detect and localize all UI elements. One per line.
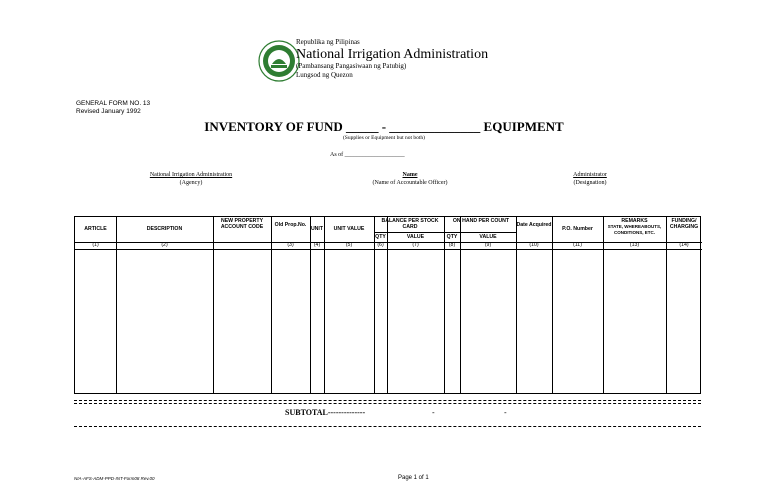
agency-caption: (Agency): [179, 180, 203, 186]
as-of-field[interactable]: As of ____________________: [330, 152, 405, 158]
page-number: Page 1 of 1: [398, 475, 429, 481]
col-balance-qty-header: QTY: [375, 234, 386, 240]
designation-caption: (Designation): [573, 180, 607, 186]
subtotal-label: SUBTOTAL--------------: [285, 408, 366, 417]
subtotal-value-2: -: [504, 408, 507, 417]
revised-date: Revised January 1992: [76, 108, 141, 115]
subtotal-top-divider: [74, 400, 701, 401]
col-number: (3): [287, 242, 294, 248]
agency-address: Lungsod ng Quezon: [296, 71, 353, 79]
col-number: (10): [529, 242, 539, 248]
col-number: (11): [573, 242, 582, 248]
col-onhand-value-header: VALUE: [479, 234, 497, 240]
col-balance-value-header: VALUE: [406, 234, 425, 240]
col-balance-stock-card-header: BALANCE PER STOCK CARD: [381, 218, 439, 230]
col-date-acquired-header: Date Acquired: [516, 222, 552, 228]
col-number: (5): [345, 242, 353, 248]
subtotal-top-divider-2: [74, 403, 701, 404]
form-code-footer: NIA-AFS-ADM-PPD-INT-Form08 Rev.00: [74, 476, 155, 481]
col-onhand-qty-header: QTY: [446, 234, 458, 240]
designation-signatory: [540, 171, 640, 187]
col-number: (1): [92, 242, 99, 248]
agency-signatory: [136, 171, 246, 187]
col-remarks-header: [603, 218, 666, 236]
col-on-hand-count-header: ON HAND PER COUNT: [452, 218, 510, 224]
designation-value[interactable]: Administrator: [573, 172, 607, 178]
agency-header: [296, 38, 488, 80]
remarks-sublabel: STATE, WHEREABOUTS, CONDITIONS, ETC.: [607, 224, 662, 235]
col-unit-header: UNIT: [310, 226, 324, 232]
col-article-header: ARTICLE: [84, 226, 107, 232]
col-description-header: DESCRIPTION: [146, 226, 183, 232]
col-number: (6): [377, 242, 384, 248]
officer-caption: (Name of Accountable Officer): [372, 180, 448, 186]
col-funding-header: FUNDING/ CHARGING: [669, 218, 699, 230]
col-new-property-code-header: NEW PROPERTY ACCOUNT CODE: [220, 218, 264, 230]
officer-signatory: [350, 171, 470, 187]
document-title: INVENTORY OF FUND _____ - ______________ EQUIPMENT: [204, 119, 564, 134]
remarks-label: REMARKS: [621, 218, 648, 224]
form-number: GENERAL FORM NO. 13: [76, 100, 151, 107]
col-unit-value-header: UNIT VALUE: [333, 226, 365, 232]
document-subtitle: (Supplies or Equipment but not both): [342, 135, 426, 141]
col-number: (8): [448, 242, 456, 248]
col-number: (2): [161, 242, 168, 248]
subtotal-value-1: -: [432, 408, 435, 417]
col-number: (13): [629, 242, 640, 248]
inventory-table: [74, 216, 701, 394]
col-old-prop-no-header: Old Prop.No.: [274, 222, 307, 228]
agency-title: National Irrigation Administration: [296, 47, 489, 62]
col-number: (9): [484, 242, 492, 248]
col-number: (7): [412, 242, 419, 248]
republic-label: Republika ng Pilipinas: [296, 38, 360, 46]
agency-tagline: (Pambansang Pangasiwaan ng Patubig): [296, 62, 407, 70]
nia-seal-logo: [258, 40, 300, 82]
col-number: (14): [679, 242, 689, 248]
form-number-block: [76, 100, 150, 116]
subtotal-bottom-divider: [74, 426, 701, 427]
col-number: (4): [313, 242, 321, 248]
officer-value[interactable]: Name: [402, 172, 418, 178]
col-po-number-header: P.O. Number: [562, 226, 593, 232]
agency-value[interactable]: National Irrigation Administration: [149, 172, 233, 178]
